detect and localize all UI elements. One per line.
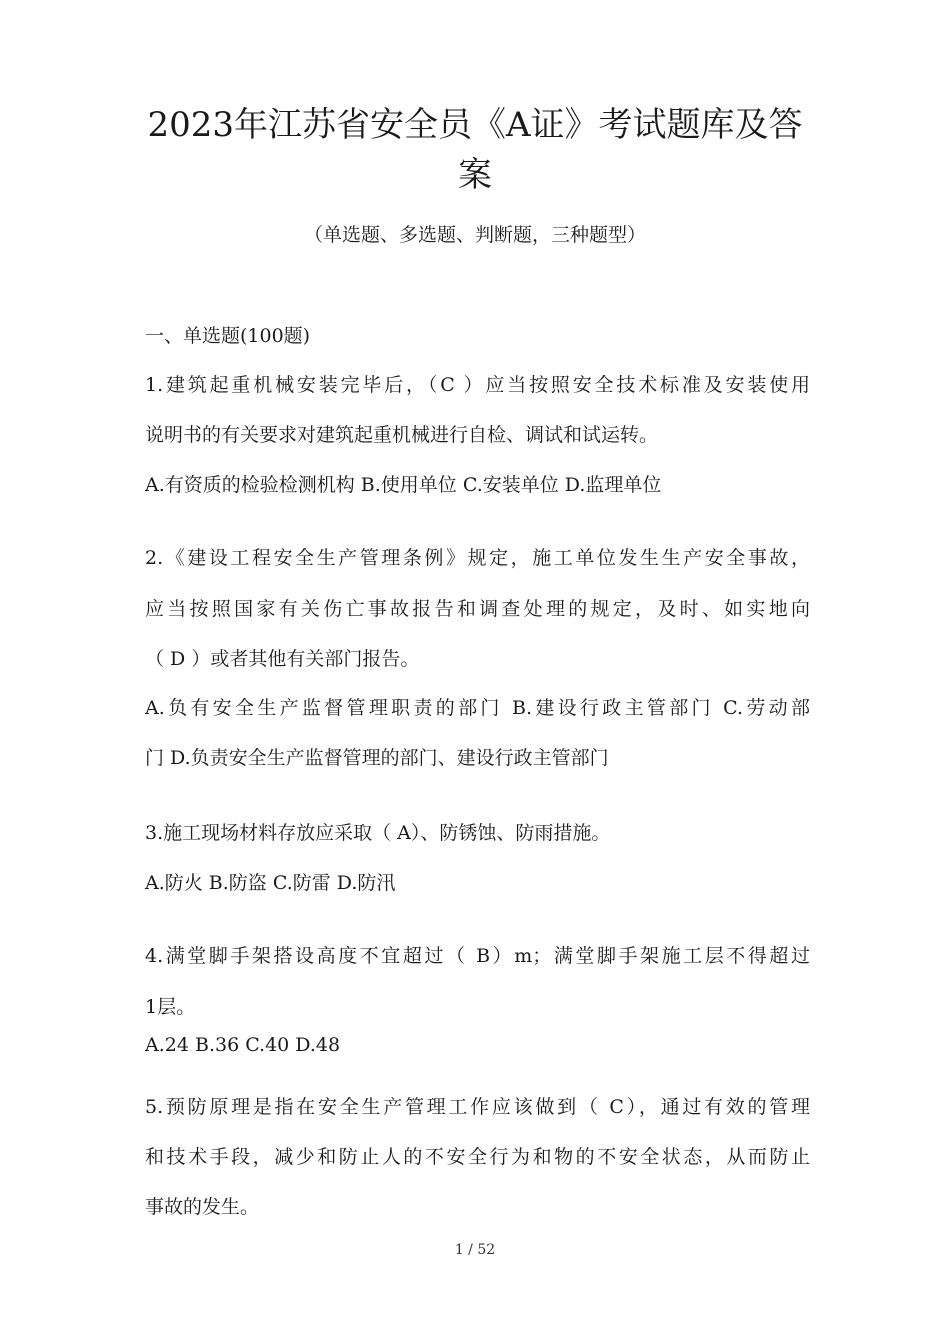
question-5-line-2: 和技术手段，减少和防止人的不安全行为和物的不安全状态，从而防止 [145,1146,810,1168]
page-number: 1 / 52 [454,1242,496,1258]
question-5-line-3: 事故的发生。 [145,1196,260,1218]
question-4-line-1: 4.满堂脚手架搭设高度不宜超过（ B）m；满堂脚手架施工层不得超过 [145,945,810,967]
question-1-line-2: 说明书的有关要求对建筑起重机械进行自检、调试和试运转。 [145,424,659,446]
document-subtitle: （单选题、多选题、判断题，三种题型） [303,224,646,246]
question-2-line-1: 2.《建设工程安全生产管理条例》规定，施工单位发生生产安全事故， [145,547,810,569]
question-4-options: A.24 B.36 C.40 D.48 [145,1034,341,1056]
title-line-1: 2023年江苏省安全员《A证》考试题库及答 [147,105,803,145]
question-3-line-1: 3.施工现场材料存放应采取（ A）、防锈蚀、防雨措施。 [145,822,611,844]
section-heading: 一、单选题(100题) [145,325,311,347]
question-4-line-2: 1层。 [145,996,196,1018]
question-5-line-1: 5.预防原理是指在安全生产管理工作应该做到（ C），通过有效的管理 [145,1096,810,1118]
question-3-options: A.防火 B.防盗 C.防雷 D.防汛 [145,872,396,894]
title-line-2: 案 [458,155,492,195]
question-2-options-line-1: A.负有安全生产监督管理职责的部门 B.建设行政主管部门 C.劳动部 [145,697,810,719]
question-2-options-line-2: 门 D.负责安全生产监督管理的部门、建设行政主管部门 [145,747,609,769]
question-1-options: A.有资质的检验检测机构 B.使用单位 C.安装单位 D.监理单位 [145,474,662,496]
question-1-line-1: 1.建筑起重机械安装完毕后，（C ）应当按照安全技术标准及安装使用 [145,374,810,396]
document-title [120,100,830,200]
question-2-line-3: （ D ）或者其他有关部门报告。 [145,648,420,670]
question-2-line-2: 应当按照国家有关伤亡事故报告和调查处理的规定，及时、如实地向 [145,598,810,620]
